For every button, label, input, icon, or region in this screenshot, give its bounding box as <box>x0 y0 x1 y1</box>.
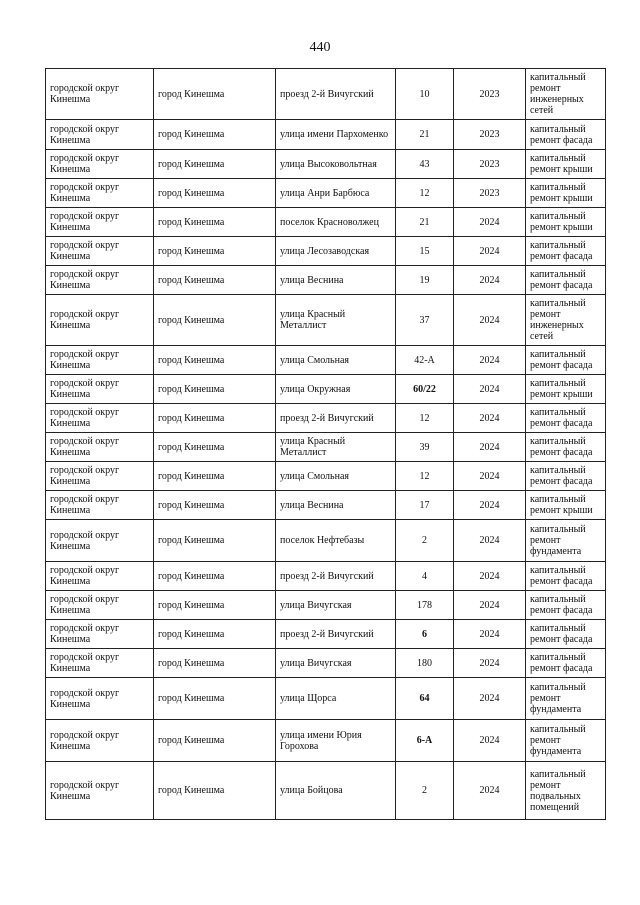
table-row <box>46 678 606 720</box>
locality-cell: город Кинешма <box>154 120 276 150</box>
locality-cell: город Кинешма <box>154 491 276 520</box>
street-cell: улица Смольная <box>276 346 396 375</box>
work-type-cell: капитальный ремонт фасада <box>526 591 606 620</box>
locality-cell: город Кинешма <box>154 69 276 120</box>
district-cell: городской округ Кинешма <box>46 520 154 562</box>
year-cell: 2024 <box>454 237 526 266</box>
year-cell: 2024 <box>454 346 526 375</box>
district-cell: городской округ Кинешма <box>46 678 154 720</box>
house-number-cell: 2 <box>396 762 454 820</box>
district-cell: городской округ Кинешма <box>46 591 154 620</box>
street-cell: улица Анри Барбюса <box>276 179 396 208</box>
year-cell: 2024 <box>454 520 526 562</box>
table-row <box>46 591 606 620</box>
street-cell: проезд 2-й Вичугский <box>276 620 396 649</box>
table-row <box>46 491 606 520</box>
work-type-cell: капитальный ремонт инженерных сетей <box>526 295 606 346</box>
locality-cell: город Кинешма <box>154 346 276 375</box>
year-cell: 2024 <box>454 491 526 520</box>
table-row <box>46 208 606 237</box>
locality-cell: город Кинешма <box>154 404 276 433</box>
table-row <box>46 462 606 491</box>
year-cell: 2024 <box>454 404 526 433</box>
house-number-cell: 180 <box>396 649 454 678</box>
locality-cell: город Кинешма <box>154 433 276 462</box>
table-row <box>46 266 606 295</box>
table-row <box>46 237 606 266</box>
district-cell: городской округ Кинешма <box>46 649 154 678</box>
house-number-cell: 42-А <box>396 346 454 375</box>
district-cell: городской округ Кинешма <box>46 375 154 404</box>
work-type-cell: капитальный ремонт фундамента <box>526 720 606 762</box>
street-cell: улица имени Юрия Горохова <box>276 720 396 762</box>
district-cell: городской округ Кинешма <box>46 120 154 150</box>
work-type-cell: капитальный ремонт фасада <box>526 620 606 649</box>
year-cell: 2024 <box>454 591 526 620</box>
year-cell: 2023 <box>454 179 526 208</box>
locality-cell: город Кинешма <box>154 295 276 346</box>
page-number: 440 <box>309 40 331 55</box>
locality-cell: город Кинешма <box>154 237 276 266</box>
year-cell: 2024 <box>454 649 526 678</box>
house-number-cell: 6 <box>396 620 454 649</box>
year-cell: 2024 <box>454 562 526 591</box>
street-cell: улица Окружная <box>276 375 396 404</box>
table-row <box>46 295 606 346</box>
district-cell: городской округ Кинешма <box>46 462 154 491</box>
table-row <box>46 433 606 462</box>
locality-cell: город Кинешма <box>154 762 276 820</box>
work-type-cell: капитальный ремонт фасада <box>526 266 606 295</box>
house-number-cell: 12 <box>396 462 454 491</box>
work-type-cell: капитальный ремонт фундамента <box>526 520 606 562</box>
district-cell: городской округ Кинешма <box>46 433 154 462</box>
street-cell: улица Веснина <box>276 491 396 520</box>
locality-cell: город Кинешма <box>154 375 276 404</box>
locality-cell: город Кинешма <box>154 520 276 562</box>
house-number-cell: 37 <box>396 295 454 346</box>
work-type-cell: капитальный ремонт фасада <box>526 404 606 433</box>
table-row <box>46 762 606 820</box>
district-cell: городской округ Кинешма <box>46 150 154 179</box>
house-number-cell: 19 <box>396 266 454 295</box>
work-type-cell: капитальный ремонт фасада <box>526 346 606 375</box>
work-type-cell: капитальный ремонт подвальных помещений <box>526 762 606 820</box>
district-cell: городской округ Кинешма <box>46 208 154 237</box>
work-type-cell: капитальный ремонт инженерных сетей <box>526 69 606 120</box>
work-type-cell: капитальный ремонт крыши <box>526 208 606 237</box>
year-cell: 2024 <box>454 678 526 720</box>
street-cell: улица Смольная <box>276 462 396 491</box>
street-cell: проезд 2-й Вичугский <box>276 562 396 591</box>
year-cell: 2024 <box>454 762 526 820</box>
house-number-cell: 15 <box>396 237 454 266</box>
year-cell: 2023 <box>454 69 526 120</box>
table-row <box>46 649 606 678</box>
table-row <box>46 150 606 179</box>
year-cell: 2024 <box>454 375 526 404</box>
district-cell: городской округ Кинешма <box>46 69 154 120</box>
table-row <box>46 562 606 591</box>
locality-cell: город Кинешма <box>154 620 276 649</box>
district-cell: городской округ Кинешма <box>46 404 154 433</box>
house-number-cell: 178 <box>396 591 454 620</box>
table-row <box>46 120 606 150</box>
street-cell: проезд 2-й Вичугский <box>276 404 396 433</box>
work-type-cell: капитальный ремонт крыши <box>526 491 606 520</box>
house-number-cell: 60/22 <box>396 375 454 404</box>
street-cell: проезд 2-й Вичугский <box>276 69 396 120</box>
table-row <box>46 520 606 562</box>
work-type-cell: капитальный ремонт крыши <box>526 150 606 179</box>
locality-cell: город Кинешма <box>154 266 276 295</box>
district-cell: городской округ Кинешма <box>46 266 154 295</box>
work-type-cell: капитальный ремонт фасада <box>526 649 606 678</box>
table-row <box>46 375 606 404</box>
house-number-cell: 21 <box>396 208 454 237</box>
street-cell: поселок Красноволжец <box>276 208 396 237</box>
locality-cell: город Кинешма <box>154 591 276 620</box>
house-number-cell: 21 <box>396 120 454 150</box>
house-number-cell: 39 <box>396 433 454 462</box>
year-cell: 2023 <box>454 120 526 150</box>
house-number-cell: 43 <box>396 150 454 179</box>
locality-cell: город Кинешма <box>154 720 276 762</box>
work-type-cell: капитальный ремонт фасада <box>526 462 606 491</box>
house-number-cell: 10 <box>396 69 454 120</box>
house-number-cell: 2 <box>396 520 454 562</box>
repair-schedule-table <box>45 68 606 820</box>
district-cell: городской округ Кинешма <box>46 720 154 762</box>
table-row <box>46 720 606 762</box>
year-cell: 2023 <box>454 150 526 179</box>
locality-cell: город Кинешма <box>154 562 276 591</box>
year-cell: 2024 <box>454 620 526 649</box>
year-cell: 2024 <box>454 462 526 491</box>
work-type-cell: капитальный ремонт фасада <box>526 562 606 591</box>
district-cell: городской округ Кинешма <box>46 491 154 520</box>
house-number-cell: 6-А <box>396 720 454 762</box>
house-number-cell: 12 <box>396 179 454 208</box>
table-row <box>46 179 606 208</box>
house-number-cell: 64 <box>396 678 454 720</box>
street-cell: улица Щорса <box>276 678 396 720</box>
house-number-cell: 12 <box>396 404 454 433</box>
street-cell: поселок Нефтебазы <box>276 520 396 562</box>
street-cell: улица Веснина <box>276 266 396 295</box>
work-type-cell: капитальный ремонт крыши <box>526 375 606 404</box>
year-cell: 2024 <box>454 720 526 762</box>
work-type-cell: капитальный ремонт фундамента <box>526 678 606 720</box>
year-cell: 2024 <box>454 266 526 295</box>
street-cell: улица имени Пархоменко <box>276 120 396 150</box>
work-type-cell: капитальный ремонт крыши <box>526 179 606 208</box>
table-row <box>46 620 606 649</box>
district-cell: городской округ Кинешма <box>46 237 154 266</box>
locality-cell: город Кинешма <box>154 179 276 208</box>
district-cell: городской округ Кинешма <box>46 562 154 591</box>
year-cell: 2024 <box>454 295 526 346</box>
locality-cell: город Кинешма <box>154 678 276 720</box>
work-type-cell: капитальный ремонт фасада <box>526 120 606 150</box>
table-row <box>46 404 606 433</box>
locality-cell: город Кинешма <box>154 208 276 237</box>
district-cell: городской округ Кинешма <box>46 295 154 346</box>
locality-cell: город Кинешма <box>154 150 276 179</box>
street-cell: улица Красный Металлист <box>276 295 396 346</box>
street-cell: улица Вичугская <box>276 591 396 620</box>
district-cell: городской округ Кинешма <box>46 179 154 208</box>
work-type-cell: капитальный ремонт фасада <box>526 237 606 266</box>
street-cell: улица Лесозаводская <box>276 237 396 266</box>
locality-cell: город Кинешма <box>154 462 276 491</box>
year-cell: 2024 <box>454 208 526 237</box>
district-cell: городской округ Кинешма <box>46 620 154 649</box>
year-cell: 2024 <box>454 433 526 462</box>
house-number-cell: 17 <box>396 491 454 520</box>
district-cell: городской округ Кинешма <box>46 762 154 820</box>
street-cell: улица Вичугская <box>276 649 396 678</box>
house-number-cell: 4 <box>396 562 454 591</box>
street-cell: улица Высоковольтная <box>276 150 396 179</box>
street-cell: улица Бойцова <box>276 762 396 820</box>
work-type-cell: капитальный ремонт фасада <box>526 433 606 462</box>
locality-cell: город Кинешма <box>154 649 276 678</box>
table-row <box>46 346 606 375</box>
street-cell: улица Красный Металлист <box>276 433 396 462</box>
district-cell: городской округ Кинешма <box>46 346 154 375</box>
table-row <box>46 69 606 120</box>
